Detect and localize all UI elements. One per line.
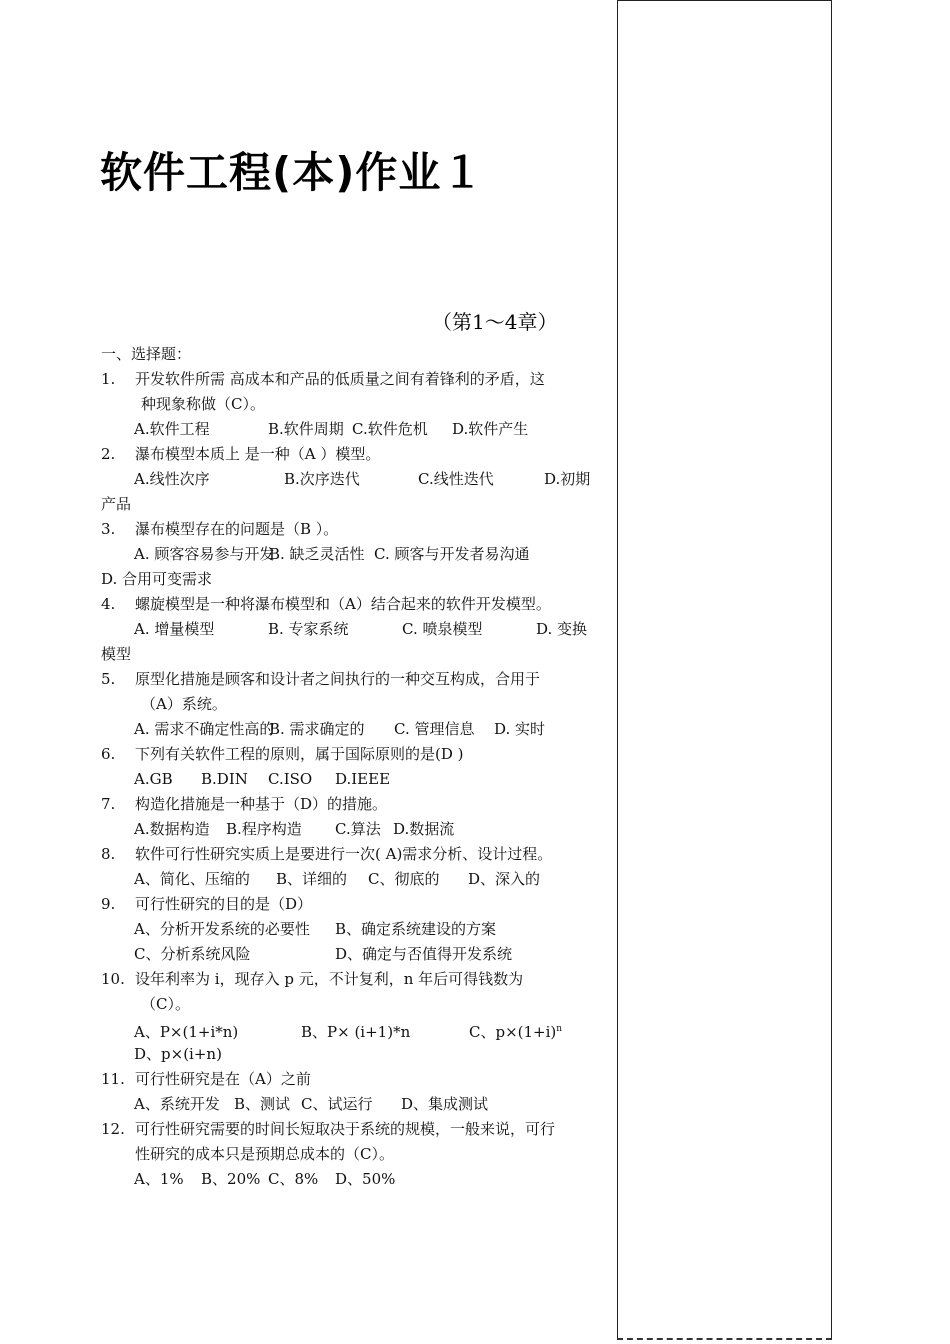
question-1: 1. 开发软件所需 高成本和产品的低质量之间有着锋利的矛盾，这 (101, 370, 545, 388)
question-11-options: A、系统开发 B、测试 C、试运行 D、集成测试 (134, 1095, 489, 1113)
question-11: 11. 可行性研究是在（A）之前 (101, 1070, 311, 1088)
question-5: 5. 原型化措施是顾客和设计者之间执行的一种交互构成，合用于 (101, 670, 541, 688)
question-5-cont: （A）系统。 (141, 695, 227, 713)
question-9: 9. 可行性研究的目的是（D） (101, 895, 313, 913)
question-10: 10. 设年利率为 i，现存入 p 元，不计复利，n 年后可得钱数为 (101, 970, 524, 988)
document-title: 软件工程(本)作业１ (100, 148, 485, 197)
question-3-wrap: D. 合用可变需求 (101, 570, 213, 588)
chapter-range: （第1～4章） (432, 310, 558, 334)
question-1-options: A.软件工程 B.软件周期 C.软件危机 D.软件产生 (134, 420, 529, 438)
question-list (101, 342, 611, 1192)
section-heading: 一、选择题： (101, 345, 192, 363)
margin-box (617, 0, 832, 1340)
question-2: 2. 瀑布模型本质上 是一种（A ）模型。 (101, 445, 381, 463)
question-9-options-2: C、分析系统风险 D、确定与否值得开发系统 (134, 945, 513, 963)
question-6: 6. 下列有关软件工程的原则，属于国际原则的是(D ) (101, 745, 464, 763)
question-1-cont: 种现象称做（C）。 (141, 395, 265, 413)
question-4-options: A. 增量模型 B. 专家系统 C. 喷泉模型 D. 变换 (134, 620, 588, 638)
question-9-options: A、分析开发系统的必要性 B、确定系统建设的方案 (134, 920, 497, 938)
question-10-options-2: D、p×(i+n) (134, 1045, 222, 1063)
question-6-options: A.GB B.DIN C.ISO D.IEEE (134, 770, 391, 788)
question-2-wrap: 产品 (101, 495, 132, 513)
question-8-options: A、简化、压缩的 B、详细的 C、彻底的 D、深入的 (134, 870, 541, 888)
question-7: 7. 构造化措施是一种基于（D）的措施。 (101, 795, 388, 813)
question-2-options: A.线性次序 B.次序迭代 C.线性迭代 D.初期 (134, 470, 591, 488)
question-10-options: A、P×(1+i*n) B、P× (i+1)*n C、$p\times(1+i)^n$ (134, 1023, 563, 1041)
question-4-wrap: 模型 (101, 645, 132, 663)
question-7-options: A.数据构造 B.程序构造 C.算法 D.数据流 (134, 820, 455, 838)
question-5-options: A. 需求不确定性高的B. 需求确定的 C. 管理信息 D. 实时 (134, 720, 546, 738)
question-12-options: A、1% B、20% C、8% D、50% (134, 1170, 396, 1188)
question-12: 12. 可行性研究需要的时间长短取决于系统的规模，一般来说，可行 (101, 1120, 556, 1138)
question-10-cont: （C）。 (141, 995, 190, 1013)
question-3-options: A. 顾客容易参与开发B. 缺乏灵活性 C. 顾客与开发者易沟通 (134, 545, 530, 563)
question-3: 3. 瀑布模型存在的问题是（B ）。 (101, 520, 339, 538)
question-8: 8. 软件可行性研究实质上是要进行一次( A)需求分析、设计过程。 (101, 845, 553, 863)
question-12-cont: 性研究的成本只是预期总成本的（C）。 (135, 1145, 394, 1163)
question-4: 4. 螺旋模型是一种将瀑布模型和（A）结合起来的软件开发模型。 (101, 595, 551, 613)
